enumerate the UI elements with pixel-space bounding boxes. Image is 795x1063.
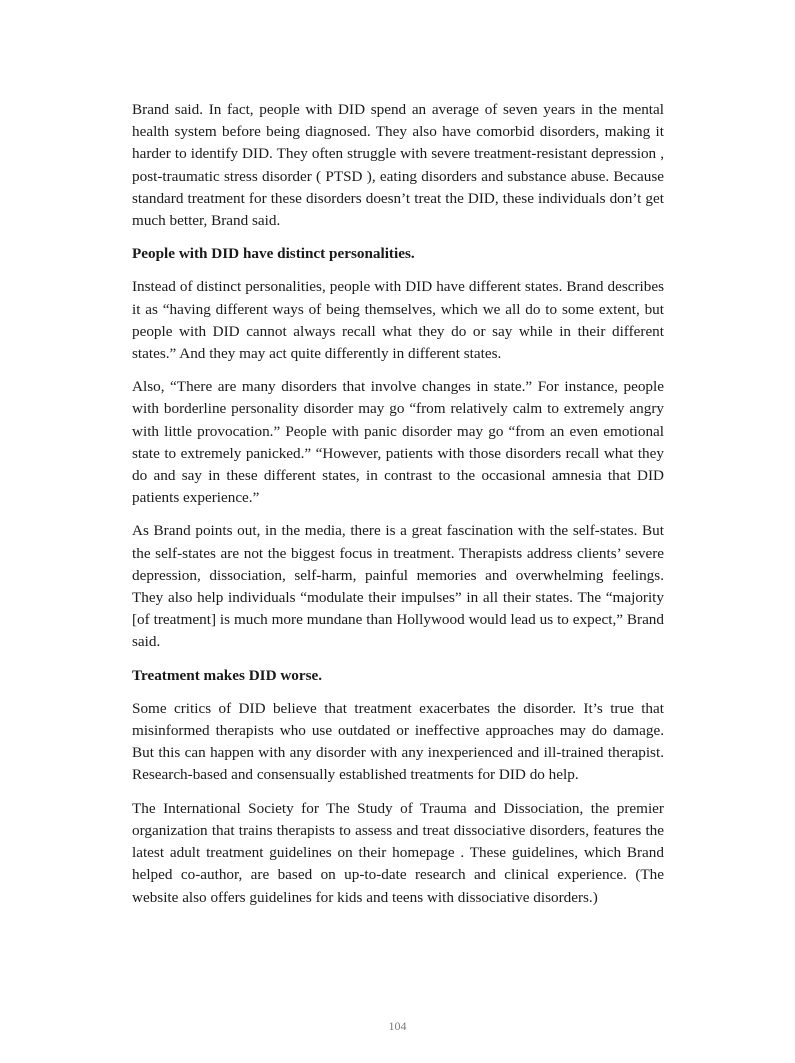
document-page [132,99,664,920]
paragraph-media-fascination: As Brand points out, in the media, there is a great fascination with the self-states. But the self-states are not the biggest focus in treatment. Therapists address clients’ severe depression, dissociation, self-harm, painful memories and overwhelming feelings. They also help individuals “modulate their impulses” in all their states. The “majority [of treatment] is much more mundane than Hollywood would lead us to expect,” Brand said. [132,522,664,651]
heading-treatment-worse: Treatment makes DID worse. [132,666,323,684]
paragraph-state-changes: Also, “There are many disorders that involve changes in state.” For instance, people with borderline personality disorder may go “from relatively calm to extremely angry with little provocation.” People with panic disorder may go “from an even emotional state to extremely panicked.” “However, patients with those disorders recall what they do and say in these different states, in contrast to the occasional amnesia that DID patients experience.” [132,378,664,507]
paragraph-comorbid-disorders: Brand said. In fact, people with DID spend an average of seven years in the mental health system before being diagnosed. They also have comorbid disorders, making it harder to identify DID. They often struggle with severe treatment-resistant depression , post-traumatic stress disorder ( PTSD ), eating disorders and substance abuse. Because standard treatment for these disorders doesn’t treat the DID, these individuals don’t get much better, Brand said. [132,101,664,230]
page-number: 104 [388,1019,407,1033]
paragraph-isstd: The International Society for The Study of Trauma and Dissociation, the premier organization that trains therapists to assess and treat dissociative disorders, features the latest adult treatment guidelines on their homepage . These guidelines, which Brand helped co-author, are based on up-to-date research and clinical experience. (The website also offers guidelines for kids and teens with dissociative disorders.) [132,799,664,906]
heading-distinct-personalities: People with DID have distinct personalities. [132,245,415,263]
paragraph-different-states: Instead of distinct personalities, people with DID have different states. Brand describes it as “having different ways of being themselves, which we all do to some extent, but people with DID cannot always recall what they do or say while in their different states.” And they may act quite differently in different states. [132,278,664,363]
paragraph-critics: Some critics of DID believe that treatment exacerbates the disorder. It’s true that misinformed therapists who use outdated or ineffective approaches may do damage. But this can happen with any disorder with any inexperienced and ill-trained therapist. Research-based and consensually established treatments for DID do help. [132,699,664,784]
